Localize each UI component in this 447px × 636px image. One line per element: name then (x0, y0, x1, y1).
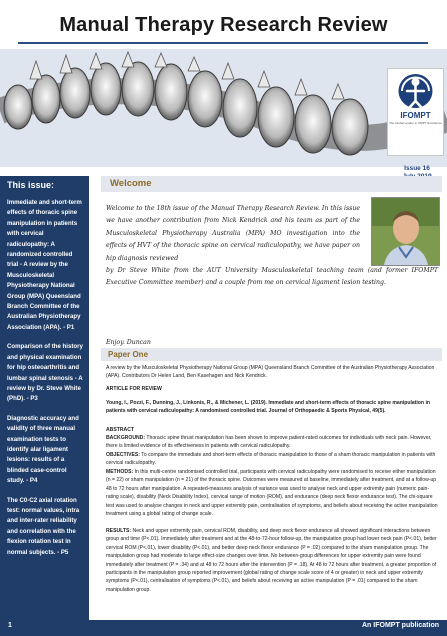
sidebar-list (7, 198, 85, 567)
objectives-text: To compare the immediate and short-term effects of thoracic manipulation to those of a sham thoracic manipulation in patients with cervical radiculopathy. (106, 452, 436, 467)
spine-banner-image (0, 49, 447, 167)
sidebar-heading: This issue: (7, 180, 55, 190)
abstract-results (106, 527, 438, 594)
welcome-signoff: Enjoy. Duncan (106, 339, 151, 346)
paper-heading-bar (101, 348, 442, 361)
welcome-paragraph-top: Welcome to the 18th issue of the Manual Therapy Research Review. In this issue we have another contribution from Nick Kendrick and his team as part of the Musculoskeletal Physiotherapy Australia (MPA) MO investigation into the effects of HVT of the thoracic spine on cervical radiculopathy, we have paper on hip diagnosis reviewed (106, 205, 360, 262)
abstract-label: ABSTRACT (106, 427, 135, 433)
background-text: Thoracic spine thrust manipulation has been shown to improve patient-rated outcomes for individuals with neck pain. However, there is limited evidence of its effectiveness in patients with cervical radiculopathy. (106, 435, 432, 450)
methods-label: METHODS: (106, 469, 134, 475)
abstract-objectives (106, 451, 438, 468)
spine-illustration (0, 49, 447, 167)
paper-citation: Young, I., Pozzi, F., Dunning, J., Linkonis, R., & Michener, L. (2019). Immediate and short-term effects of thoracic spine manipulation in patients with cervical radiculopathy: A randomised controlled trial. Journal of Orthopaedic & Sports Physical, 49(5). (106, 400, 430, 415)
paper-heading: Paper One (108, 350, 149, 359)
paper-intro: A review by the Musculoskeletal Physiotherapy National Group (MPA) Queensland Branch Committee of the Australian Physiotherapy Association (APA). Contributors Dr Helen Land, Ben Kasehagen and Nick Kendrick. (106, 365, 435, 380)
editor-portrait-image (372, 198, 439, 265)
ifompt-logo (387, 68, 444, 156)
background-label: BACKGROUND: (106, 435, 146, 441)
editor-photo (371, 197, 440, 266)
logo-tagline: The Global Leader in OMPT Excellence (389, 121, 442, 125)
sidebar-item[interactable]: Diagnostic accuracy and validity of three manual examination tests to identify alar ligament lesions: results of a blinded case-control study. - P4 (7, 414, 79, 485)
results-label: RESULTS: (106, 528, 132, 534)
objectives-label: OBJECTIVES: (106, 452, 140, 458)
sidebar-item[interactable]: Immediate and short-term effects of thoracic spine manipulation in patients with cervical radiculopathy: A randomized controlled trial - A review by the Musculoskeletal Physiotherapy National Group (MPA) Queensland Branch Committee of the Australian Physiotherapy Association (APA). - P1 (7, 199, 82, 331)
article-label: ARTICLE FOR REVIEW (106, 386, 162, 392)
logo-wordmark: IFOMPT (400, 111, 431, 120)
page-number: 1 (8, 622, 12, 629)
ifompt-emblem-icon (388, 69, 443, 113)
issue-number: Issue 16 (404, 165, 430, 172)
issue-contents-sidebar (0, 176, 89, 620)
welcome-heading: Welcome (110, 178, 152, 189)
abstract-methods (106, 468, 438, 518)
page-title: Manual Therapy Research Review (59, 14, 388, 36)
title-rule (18, 42, 428, 44)
sidebar-item[interactable]: Comparison of the history and physical examination for hip osteoarthritis and lumbar spinal stenosis - A review by Dr. Steve White (PhD). - P3 (7, 343, 83, 403)
welcome-heading-bar (101, 176, 442, 192)
welcome-paragraph-bottom: by Dr Steve White from the AUT University Musculoskeletal teaching team (and former IFOMPT Executive Committee member) and a couple from me on cervical ligament lesion testing. (106, 267, 438, 287)
sidebar-item[interactable]: The C0-C2 axial rotation test: normal values, intra and inter-rater reliability and correlation with the flexion rotation test in normal subjects. - P5 (7, 496, 80, 556)
publication-credit: An IFOMPT publication (362, 622, 439, 629)
results-text: Neck and upper extremity pain, cervical ROM, disability, and deep neck flexor endurance all showed significant interactions between group and time (P<.01). Immediately after treatment and at the 48-to-72-hour follow-up, the manipulation group had lower neck pain (P<.01), better cervical ROM (P<.01), lower disability (P<.01), and better deep neck flexor endurance (P = .02) compared to the sham manipulation group. The manipulation group had moderate to large effect-size changes over time. No between-group differences for upper extremity pain were found immediately after treatment (P = .34) and at 48 to 72 hours after the intervention (P = .18). At 48 to 72 hours after treatment, a greater proportion of participants in the manipulation group reported improvement (global rating of change scale score of 4 or greater) in neck and upper extremity symptoms (P<.01), centralisation of symptoms (P<.01), and beliefs about receiving an active manipulation (P = .01) compared to the sham manipulation group. (106, 528, 437, 593)
methods-text: In this multi-centre randomised controlled trial, participants with cervical radiculopathy were randomised to receive either manipulation (n = 22) or sham manipulation (n = 21) of the thoracic spine. Outcomes were measured at baseline, immediately after treatment, and at a follow-up 48 to 72 hours after manipulation. A repeated-measures analysis of variance was used to analyse neck and upper extremity pain (numeric pain-rating scale), disability (Neck Disability Index), cervical range of motion (ROM), and endurance (deep neck flexor endurance test). The chi-square test was used to analyse changes in neck and upper extremity pain, centralisation of symptoms, and beliefs about receiving the active manipulation treatment using a global rating of change scale. (106, 469, 438, 518)
abstract-background (106, 434, 438, 451)
